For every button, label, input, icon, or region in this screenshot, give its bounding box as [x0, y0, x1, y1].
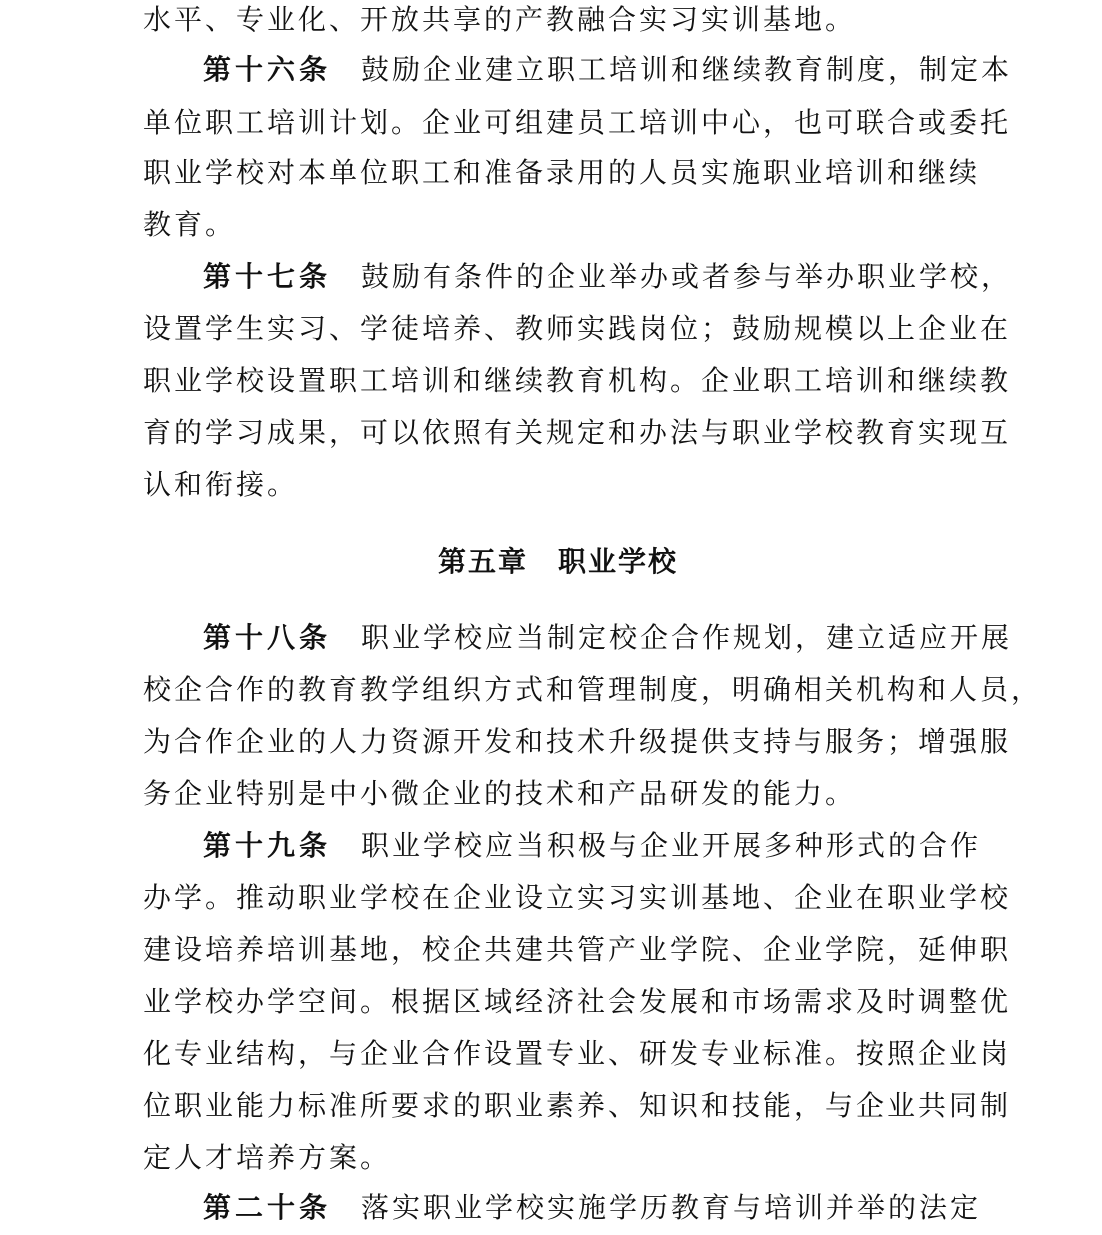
article-19-line-4: 业学校办学空间。根据区域经济社会发展和市场需求及时调整优 — [143, 985, 1012, 1018]
article-18-line-3: 为合作企业的人力资源开发和技术升级提供支持与服务；增强服 — [143, 725, 1012, 758]
article-19-line-6: 位职业能力标准所要求的职业素养、知识和技能，与企业共同制 — [143, 1089, 1012, 1122]
article-18-label: 第十八条 — [203, 621, 332, 654]
article-17-line-4: 育的学习成果，可以依照有关规定和办法与职业学校教育实现互 — [143, 416, 1012, 449]
article-16-line-3: 职业学校对本单位职工和准备录用的人员实施职业培训和继续 — [143, 156, 981, 189]
article-16-first-line — [203, 50, 1012, 90]
article-17-line-5: 认和衔接。 — [143, 468, 299, 501]
paragraph-continuation: 水平、专业化、开放共享的产教融合实习实训基地。 — [143, 3, 857, 36]
article-19-first-line — [203, 826, 981, 866]
article-17-first-line — [203, 257, 1012, 297]
article-18-line-4: 务企业特别是中小微企业的技术和产品研发的能力。 — [143, 777, 857, 810]
article-17-line-1: 鼓励有条件的企业举办或者参与举办职业学校， — [361, 260, 1013, 293]
article-20-first-line — [203, 1188, 981, 1228]
article-19-line-3: 建设培养培训基地，校企共建共管产业学院、企业学院，延伸职 — [143, 933, 1012, 966]
article-19-line-1: 职业学校应当积极与企业开展多种形式的合作 — [361, 829, 982, 862]
article-17-line-2: 设置学生实习、学徒培养、教师实践岗位；鼓励规模以上企业在 — [143, 312, 1012, 345]
article-20-label: 第二十条 — [203, 1191, 332, 1224]
article-18-line-1: 职业学校应当制定校企合作规划，建立适应开展 — [361, 621, 1013, 654]
article-19-line-2: 办学。推动职业学校在企业设立实习实训基地、企业在职业学校 — [143, 881, 1012, 914]
article-18-first-line — [203, 618, 1012, 658]
article-17-label: 第十七条 — [203, 260, 332, 293]
article-19-label: 第十九条 — [203, 829, 332, 862]
article-16-line-4: 教育。 — [143, 208, 237, 241]
article-16-line-2: 单位职工培训计划。企业可组建员工培训中心，也可联合或委托 — [143, 106, 1012, 139]
article-20-line-1: 落实职业学校实施学历教育与培训并举的法定 — [361, 1191, 982, 1224]
article-17-line-3: 职业学校设置职工培训和继续教育机构。企业职工培训和继续教 — [143, 364, 1012, 397]
article-16-label: 第十六条 — [203, 53, 332, 86]
article-18-line-2: 校企合作的教育教学组织方式和管理制度，明确相关机构和人员， — [143, 673, 1043, 706]
article-19-line-5: 化专业结构，与企业合作设置专业、研发专业标准。按照企业岗 — [143, 1037, 1012, 1070]
article-16-line-1: 鼓励企业建立职工培训和继续教育制度，制定本 — [361, 53, 1013, 86]
chapter-heading: 第五章 职业学校 — [437, 545, 678, 578]
article-19-line-7: 定人才培养方案。 — [143, 1141, 392, 1174]
